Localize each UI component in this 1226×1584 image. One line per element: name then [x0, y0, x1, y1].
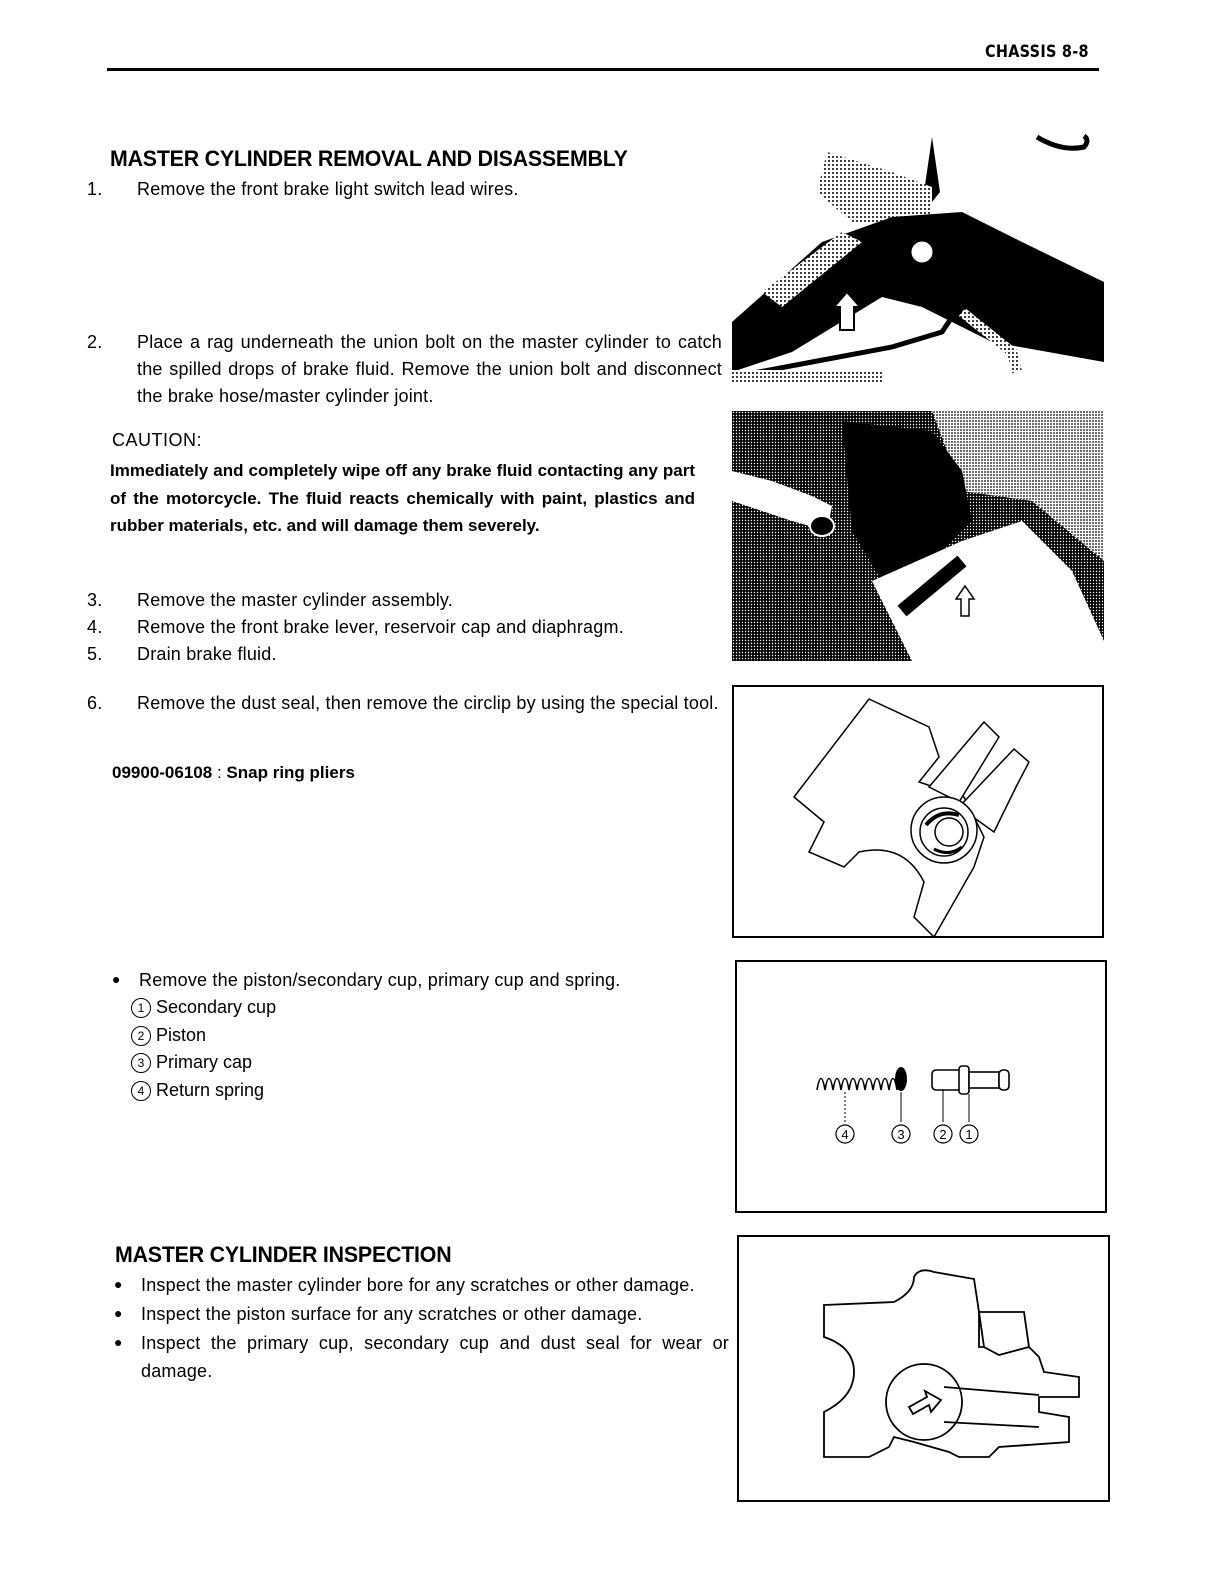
special-tool-name: Snap ring pliers	[226, 763, 355, 782]
bullet-text: Inspect the primary cup, secondary cup and dust seal for wear or damage.	[141, 1333, 729, 1381]
union-bolt-photo-illustration	[732, 411, 1104, 661]
piston-shaft	[969, 1072, 999, 1088]
piston-removal-bullet	[112, 966, 739, 994]
step-number: 4.	[87, 617, 103, 637]
header-section: CHASSIS	[985, 42, 1057, 62]
bullet-icon: ●	[114, 1334, 123, 1350]
header-rule	[107, 68, 1099, 71]
step-1	[87, 176, 727, 203]
section-title-inspection: MASTER CYLINDER INSPECTION	[115, 1242, 452, 1267]
bullet-icon: ●	[112, 971, 121, 987]
bore-inner	[935, 818, 963, 846]
callout-label: 3	[897, 1127, 905, 1142]
step-number: 5.	[87, 644, 103, 664]
inspection-bullet	[114, 1270, 729, 1299]
callout-number: 3	[131, 1053, 151, 1073]
reservoir-block	[979, 1312, 1029, 1355]
bullet-icon: ●	[114, 1276, 123, 1292]
legend-label: Return spring	[156, 1079, 265, 1100]
caution-label: CAUTION:	[112, 430, 203, 450]
figure-cylinder-inspection	[737, 1235, 1110, 1502]
legend-label: Primary cap	[156, 1052, 253, 1072]
step-text: Place a rag underneath the union bolt on the master cylinder to catch the spilled drops of brake fluid. Remove the union bolt and disconnect the brake hose/master cylinder joint.	[137, 332, 722, 406]
callout-label: 1	[965, 1127, 973, 1142]
step-number: 6.	[87, 693, 103, 713]
piston-parts-diagram	[737, 962, 1105, 1211]
step-text: Remove the master cylinder assembly.	[137, 590, 453, 610]
step-number: 1.	[87, 179, 103, 199]
hook-shape	[1037, 136, 1087, 148]
bullet-text: Inspect the piston surface for any scratches or other damage.	[141, 1304, 643, 1324]
inspection-bullet	[114, 1328, 729, 1385]
piston-end	[999, 1070, 1009, 1090]
inspection-bullet	[114, 1299, 731, 1328]
bullet-text: Remove the piston/secondary cup, primary cup and spring.	[139, 970, 621, 990]
step-4	[87, 614, 727, 641]
legend-item	[131, 1077, 276, 1105]
section-title-removal: MASTER CYLINDER REMOVAL AND DISASSEMBLY	[110, 146, 628, 171]
legend-label: Piston	[156, 1024, 207, 1045]
step-number: 3.	[87, 590, 103, 610]
brake-switch-photo-illustration	[732, 132, 1104, 384]
switch-bolt	[910, 240, 934, 264]
callout-number: 2	[131, 1026, 151, 1046]
callout-label: 2	[939, 1127, 947, 1142]
step-text: Remove the dust seal, then remove the circlip by using the special tool.	[137, 693, 719, 713]
figure-piston-parts	[735, 960, 1107, 1213]
reservoir	[817, 152, 932, 222]
step-text: Remove the front brake lever, reservoir cap and diaphragm.	[137, 617, 624, 637]
cylinder-inspection-diagram	[739, 1237, 1108, 1500]
special-tool	[112, 763, 355, 783]
legend-label: Secondary cup	[156, 997, 277, 1017]
step-2	[87, 329, 722, 410]
callout-number: 1	[131, 998, 151, 1018]
bullet-text: Inspect the master cylinder bore for any scratches or other damage.	[141, 1275, 695, 1295]
step-number: 2.	[87, 332, 103, 352]
step-text: Drain brake fluid.	[137, 644, 277, 664]
lever-pivot	[810, 516, 834, 536]
circlip-diagram	[734, 687, 1102, 936]
special-tool-separator: :	[216, 763, 222, 782]
halftone-base	[732, 370, 882, 384]
bullet-icon: ●	[114, 1305, 123, 1321]
step-6	[87, 690, 722, 717]
header-page-number: 8-8	[1061, 42, 1089, 62]
primary-cup	[895, 1067, 907, 1091]
photo-union-bolt	[732, 411, 1104, 661]
step-text: Remove the front brake light switch lead wires.	[137, 179, 519, 199]
legend-item	[131, 1022, 276, 1050]
spring-coil	[817, 1079, 897, 1091]
parts-legend	[131, 994, 276, 1104]
piston-head	[932, 1070, 962, 1090]
secondary-cup	[959, 1066, 969, 1094]
callout-number: 4	[131, 1081, 151, 1101]
legend-item	[131, 1049, 276, 1077]
figure-circlip-removal	[732, 685, 1104, 938]
caution-text: Immediately and completely wipe off any brake fluid contacting any part of the motorcycle. The fluid reacts chemically with paint, plastics and rubber materials, etc. and will damage them severely.	[110, 461, 695, 535]
step-3	[87, 587, 727, 614]
callout-label: 4	[841, 1127, 849, 1142]
special-tool-part-number: 09900-06108	[112, 763, 213, 782]
step-5	[87, 641, 727, 668]
inspection-list	[114, 1270, 729, 1385]
photo-brake-switch	[732, 132, 1104, 384]
legend-item	[131, 994, 276, 1022]
return-spring	[817, 1079, 897, 1091]
page-header	[985, 42, 1089, 62]
